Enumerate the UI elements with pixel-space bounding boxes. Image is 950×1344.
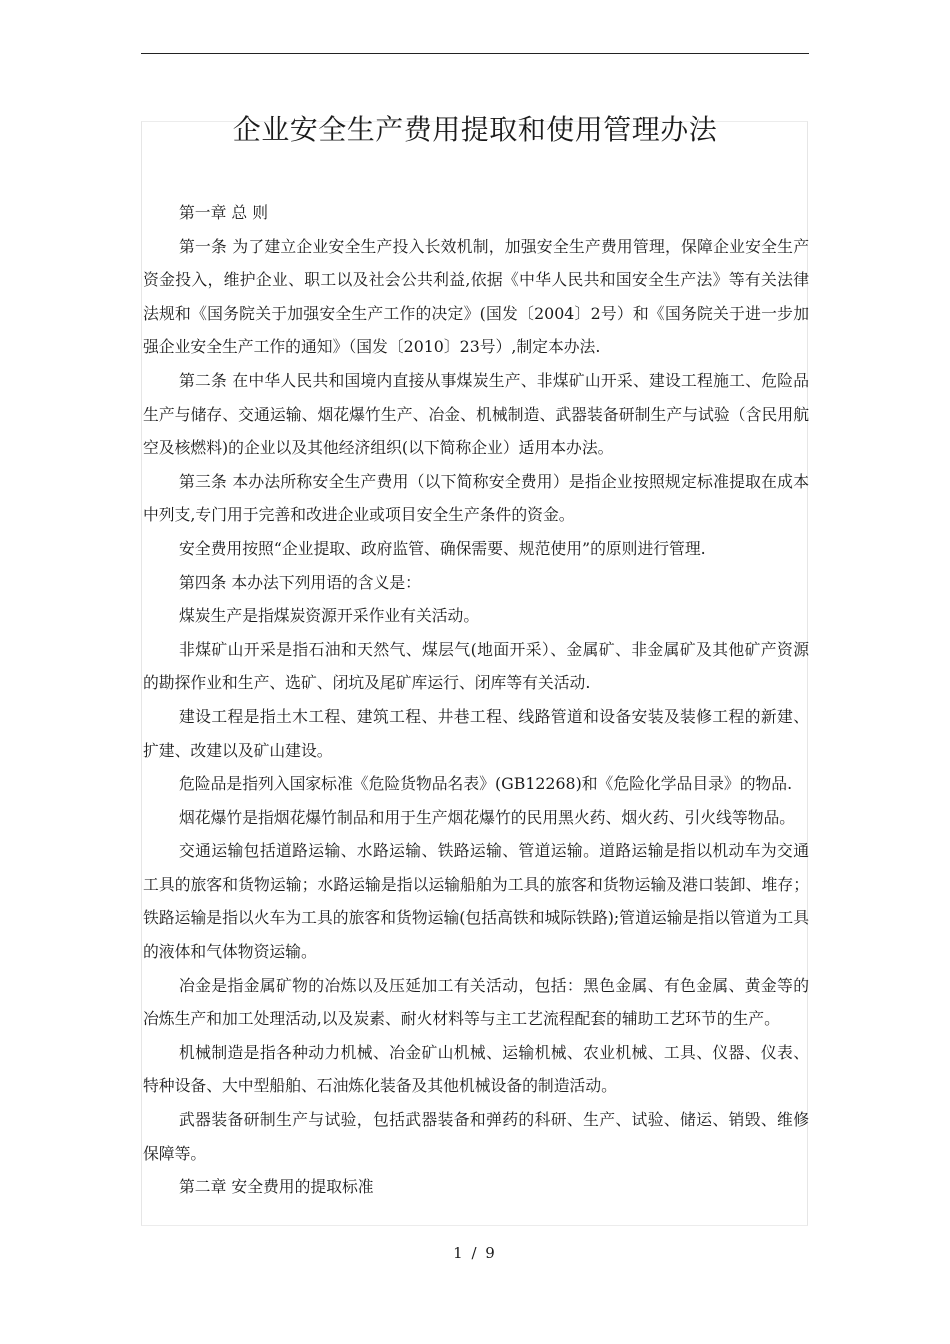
chapter-heading: 第一章 总 则 xyxy=(179,203,269,222)
definition-paragraph: 煤炭生产是指煤炭资源开采作业有关活动。 xyxy=(179,606,480,626)
body-paragraph: 安全费用按照“企业提取、政府监管、确保需要、规范使用”的原则进行管理. xyxy=(179,538,706,558)
header-rule xyxy=(141,53,809,54)
chapter-heading: 第二章 安全费用的提取标准 xyxy=(179,1177,374,1197)
definition-paragraph: 武器装备研制生产与试验，包括武器装备和弹药的科研、生产、试验、储运、销毁、维修保障等。 xyxy=(143,1110,809,1163)
definition-paragraph: 机械制造是指各种动力机械、冶金矿山机械、运输机械、农业机械、工具、仪器、仪表、特种设备、大中型船舶、石油炼化装备及其他机械设备的制造活动。 xyxy=(143,1042,809,1096)
definition-paragraph: 烟花爆竹是指烟花爆竹制品和用于生产烟花爆竹的民用黑火药、烟火药、引火线等物品。 xyxy=(179,807,796,827)
article-paragraph: 第四条 本办法下列用语的含义是： xyxy=(179,572,421,592)
page-number: 1 / 9 xyxy=(453,1244,497,1262)
document-title: 企业安全生产费用提取和使用管理办法 xyxy=(232,113,718,146)
definition-paragraph: 交通运输包括道路运输、水路运输、铁路运输、管道运输。道路运输是指以机动车为交通工具的旅客和货物运输；水路运输是指以运输船舶为工具的旅客和货物运输及港口装卸、堆存；铁路运输是指以火车为工具的旅客和货物运输(包括高铁和城际铁路);管道运输是指以管道为工具的液体和气体物资运输。 xyxy=(143,841,809,962)
definition-paragraph: 非煤矿山开采是指石油和天然气、煤层气(地面开采）、金属矿、非金属矿及其他矿产资源的勘探作业和生产、选矿、闭坑及尾矿库运行、闭库等有关活动. xyxy=(143,639,809,693)
article-paragraph: 第三条 本办法所称安全生产费用（以下简称安全费用）是指企业按照规定标准提取在成本中列支,专门用于完善和改进企业或项目安全生产条件的资金。 xyxy=(143,471,809,525)
definition-paragraph: 冶金是指金属矿物的冶炼以及压延加工有关活动，包括：黑色金属、有色金属、黄金等的冶炼生产和加工处理活动,以及炭素、耐火材料等与主工艺流程配套的辅助工艺环节的生产。 xyxy=(143,975,809,1029)
definition-paragraph: 危险品是指列入国家标准《危险货物品名表》(GB12268)和《危险化学品目录》的物品. xyxy=(179,774,793,794)
article-paragraph: 第二条 在中华人民共和国境内直接从事煤炭生产、非煤矿山开采、建设工程施工、危险品生产与储存、交通运输、烟花爆竹生产、冶金、机械制造、武器装备研制生产与试验（含民用航空及核燃料)的企业以及其他经济组织(以下简称企业）适用本办法。 xyxy=(143,370,809,458)
article-paragraph: 第一条 为了建立企业安全生产投入长效机制，加强安全生产费用管理，保障企业安全生产资金投入，维护企业、职工以及社会公共利益,依据《中华人民共和国安全生产法》等有关法律法规和《国务院关于加强安全生产工作的决定》(国发〔2004〕2号）和《国务院关于进一步加强企业安全生产工作的通知》（国发〔2010〕23号）,制定本办法. xyxy=(143,236,809,357)
definition-paragraph: 建设工程是指土木工程、建筑工程、井巷工程、线路管道和设备安装及装修工程的新建、扩建、改建以及矿山建设。 xyxy=(143,706,809,760)
document-body xyxy=(143,196,809,1204)
